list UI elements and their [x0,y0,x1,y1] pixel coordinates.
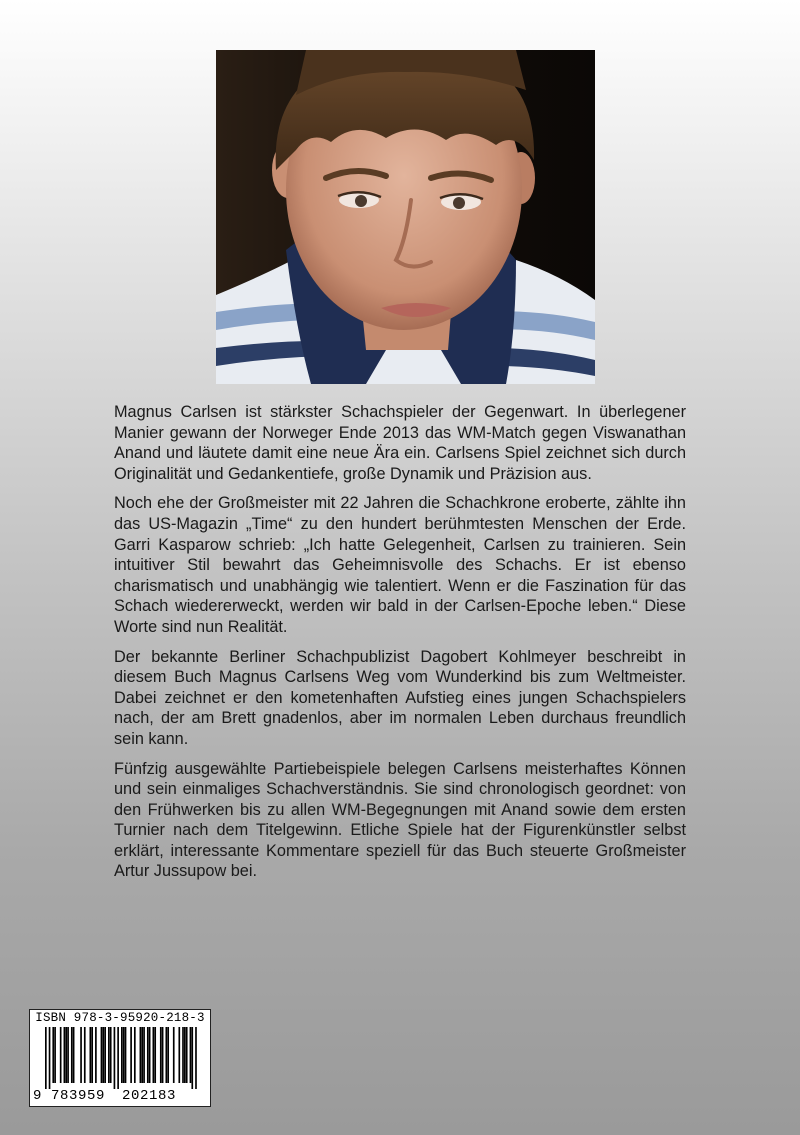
barcode-bar [186,1027,188,1083]
barcode-bar [184,1027,186,1083]
barcode-bar [71,1027,73,1083]
barcode-bar [178,1027,180,1083]
barcode-left-digits: 783959 [51,1088,106,1104]
barcode-bar [110,1027,112,1083]
barcode-bar [64,1027,66,1083]
barcode-bar [149,1027,151,1083]
blurb-paragraph-3: Der bekannte Berliner Schachpublizist Dagobert Kohlmeyer beschreibt in diesem Buch Magnus Carlsens Weg vom Wunderkind bis zum Weltmeister. Dabei zeichnet er den kometenhaften Aufstieg eines jungen Schachspielers nach, der am Brett gnadenlos, aber im normalen Leben durchaus freundlich sein kann. [114,647,686,748]
barcode-bar [141,1027,143,1083]
barcode-bar [167,1027,169,1083]
barcode-bar [123,1027,125,1083]
barcode-bar [173,1027,175,1083]
barcode-bar [182,1027,184,1083]
barcode-right-digits: 202183 [122,1088,177,1104]
barcode-bar [89,1027,91,1083]
barcode-bar [80,1027,82,1083]
back-cover-blurb [114,402,686,891]
barcode-bar [130,1027,132,1083]
barcode-bar [67,1027,69,1083]
barcode-bar [191,1027,193,1089]
barcode-bar [73,1027,75,1083]
barcode-bar [54,1027,56,1083]
barcode-bar [153,1027,155,1083]
barcode-bar [134,1027,136,1083]
barcode-bars [45,1027,197,1089]
barcode-bar [117,1027,119,1089]
isbn-label: ISBN 978-3-95920-218-3 [35,1011,205,1025]
barcode-bar [190,1027,192,1083]
barcode-bar [104,1027,106,1083]
barcode-first-digit: 9 [33,1088,42,1104]
barcode-bar [45,1027,47,1089]
barcode-bar [154,1027,156,1083]
barcode-bar [140,1027,142,1083]
cover-photo [216,50,595,384]
barcode-bar [95,1027,97,1083]
barcode-bar [147,1027,149,1083]
barcode-bar [60,1027,62,1083]
barcode-bar [102,1027,104,1083]
barcode-bar [160,1027,162,1083]
blurb-paragraph-4: Fünfzig ausgewählte Partiebeispiele belegen Carlsens meisterhaftes Können und sein einmaliges Schachverständnis. Sie sind chronologisch geordnet: von den Frühwerken bis zu allen WM-Begegnungen mit Anand sowie dem ersten Turnier nach dem Titelgewinn. Etliche Spiele hat der Figurenkünstler selbst erklärt, interessante Kommentare speziell für das Buch steuerte Großmeister Artur Jussupow bei. [114,759,686,881]
blurb-paragraph-2: Noch ehe der Großmeister mit 22 Jahren die Schachkrone eroberte, zählte ihn das US-Magazin „Time“ zu den hundert berühmtesten Menschen der Erde. Garri Kasparow schrieb: „Ich hatte Gelegenheit, Carlsen zu trainieren. Sein intuitiver Stil bewahrt das Geheimnisvolle des Schachs. Er ist ebenso charismatisch und unabhängig wie talentiert. Wenn er die Faszination für das Schach wiedererweckt, werden wir bald in der Carlsen-Epoche leben.“ Diese Worte sind nun Realität. [114,494,686,636]
isbn-barcode [29,1009,211,1107]
barcode-bar [195,1027,197,1089]
barcode-bar [114,1027,116,1089]
blurb-paragraph-1: Magnus Carlsen ist stärkster Schachspieler der Gegenwart. In überlegener Manier gewann der Norweger Ende 2013 das WM-Match gegen Viswanathan Anand und läutete damit eine neue Ära ein. Carlsens Spiel zeichnet sich durch Originalität und Gedankentiefe, große Dynamik und Präzision aus. [114,403,686,483]
barcode-bar [101,1027,103,1083]
barcode-bar [65,1027,67,1083]
barcode-bar [52,1027,54,1083]
barcode-bar [143,1027,145,1083]
barcode-bar [165,1027,167,1083]
barcode-bar [162,1027,164,1083]
barcode-bar [121,1027,123,1083]
barcode-bar [108,1027,110,1083]
barcode-bar [49,1027,51,1089]
barcode-bar [84,1027,86,1083]
barcode-bar [125,1027,127,1083]
barcode-bar [91,1027,93,1083]
portrait-illustration [216,50,595,384]
